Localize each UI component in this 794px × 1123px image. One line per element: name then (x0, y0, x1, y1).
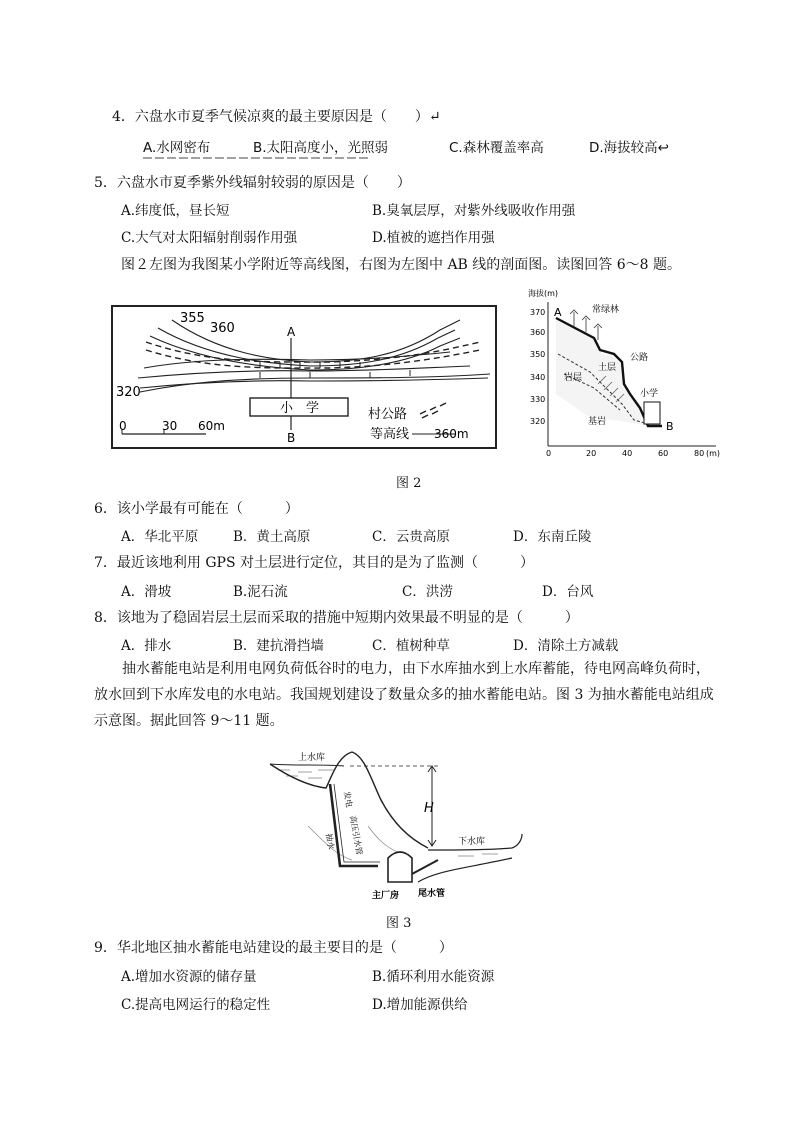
q8-option-d: D．清除土方减载 (513, 638, 619, 654)
q9-option-c: C.提高电网运行的稳定性 (121, 997, 271, 1013)
profile-school-label: 小学 (640, 389, 659, 399)
q6-stem: 6．该小学最有可能在（ ） (94, 501, 299, 517)
profile-ytick: 370 (530, 308, 546, 317)
q5-stem: 5．六盘水市夏季紫外线辐射较弱的原因是（ ） (94, 175, 411, 191)
profile-ytick: 360 (530, 328, 546, 337)
profile-ytick: 350 (530, 350, 546, 359)
profile-xtick: 60 (658, 449, 669, 458)
scale-60: 60m (198, 419, 225, 433)
q7-option-c: C．洪涝 (402, 584, 453, 600)
profile-xtick: 0 (546, 449, 552, 458)
scale-30: 30 (162, 419, 178, 433)
h-label: H (424, 801, 434, 816)
q5-option-c: C.大气对太阳辐射削弱作用强 (121, 230, 298, 246)
q4-option-c: C.森林覆盖率高 (449, 140, 544, 156)
map-point-a: A (287, 325, 296, 339)
profile-ylabel: 海拔(m) (528, 289, 559, 298)
profile-forest-label: 常绿林 (592, 305, 620, 315)
profile-bedrock-label: 基岩 (588, 417, 607, 427)
legend-road-label: 村公路 (368, 407, 408, 422)
lower-water-hatch (458, 854, 498, 856)
pump-label: 抽水 (324, 832, 336, 851)
q4-option-d: D.海拔较高↩ (589, 140, 669, 156)
fig3-caption: 图 3 (386, 916, 412, 931)
q7-stem: 7．最近该地利用 GPS 对土层进行定位，其目的是为了监测（ ） (94, 555, 535, 571)
powerhouse (388, 852, 412, 882)
intro-fig2: 图２左图为我图某小学附近等高线图，右图为左图中 AB 线的剖面图。读图回答 6～8 题。 (121, 257, 682, 273)
q9-stem: 9．华北地区抽水蓄能电站建设的最主要目的是（ ） (94, 940, 453, 956)
lower-reservoir-label: 下水库 (458, 837, 486, 847)
q9-option-a: A.增加水资源的储存量 (121, 969, 257, 985)
profile-xtick: 20 (586, 449, 597, 458)
scale-0: 0 (119, 419, 127, 433)
tailrace (412, 860, 438, 874)
profile-ytick: 320 (530, 417, 546, 426)
q4-stem: 4．六盘水市夏季气候凉爽的最主要原因是（ ）↵ (112, 109, 441, 125)
q7-option-a: A．滑坡 (121, 584, 172, 600)
profile-road-label: 公路 (630, 353, 649, 363)
q9-option-b: B.循环利用水能资源 (372, 969, 495, 985)
generate-label: 发电 (342, 790, 354, 809)
profile-rock-label: 岩层 (564, 373, 583, 383)
map-point-b: B (287, 431, 296, 445)
tailrace-label: 尾水管 (418, 889, 446, 899)
profile-soil-label: 土层 (598, 363, 617, 373)
profile-xtick: 80 (694, 449, 705, 458)
legend-contour-label: 等高线 (370, 427, 410, 442)
q4-option-a: A.水网密布 (143, 140, 211, 156)
profile-point-b: B (666, 420, 674, 433)
q6-option-a: A．华北平原 (121, 529, 199, 545)
school-label: 小 学 (280, 401, 320, 416)
q8-option-a: A．排水 (121, 638, 172, 654)
profile-ytick: 330 (530, 395, 546, 404)
q7-option-d: D．台风 (542, 584, 594, 600)
q8-option-c: C．植树种草 (372, 638, 450, 654)
contour-label-320: 320 (116, 385, 141, 400)
fig2-caption: 图 2 (396, 476, 422, 491)
upper-water-line (270, 764, 344, 766)
q6-option-b: B．黄土高原 (233, 529, 311, 545)
scan-artifact-line (143, 157, 368, 159)
contour-label-355: 355 (180, 311, 205, 326)
pumped-storage-diagram (268, 746, 524, 904)
profile-xunit: (m) (706, 449, 721, 458)
q5-option-a: A.纬度低，昼长短 (121, 203, 230, 219)
q7-option-b: B.泥石流 (233, 584, 288, 600)
q5-option-b: B.臭氧层厚，对紫外线吸收作用强 (372, 203, 576, 219)
profile-xtick: 40 (622, 449, 633, 458)
upper-reservoir-label: 上水库 (298, 753, 326, 763)
pipe-label: 高压引水管 (348, 814, 364, 856)
q8-stem: 8．该地为了稳固岩层土层而采取的措施中短期内效果最不明显的是（ ） (94, 610, 579, 626)
lower-bank (418, 858, 512, 882)
profile-chart (528, 284, 724, 464)
legend-contour-value: 360m (434, 427, 469, 441)
q6-option-d: D．东南丘陵 (513, 529, 592, 545)
q4-option-b: B.太阳高度小，光照弱 (253, 140, 389, 156)
profile-ytick: 340 (530, 373, 546, 382)
profile-school-box (644, 402, 660, 424)
contour-label-360: 360 (210, 321, 235, 336)
q5-option-d: D.植被的遮挡作用强 (372, 230, 495, 246)
profile-point-a: A (554, 306, 562, 319)
q9-option-d: D.增加能源供给 (372, 997, 468, 1013)
q6-option-c: C．云贵高原 (372, 529, 450, 545)
powerhouse-label: 主厂房 (372, 891, 400, 901)
intro-fig3: 抽水蓄能电站是利用电网负荷低谷时的电力，由下水库抽水到上水库蓄能，待电网高峰负荷时，放水回到下水库发电的水电站。我国规划建设了数量众多的抽水蓄能电站。图 3 为抽水蓄能电站组成示意图。据此回答 9～11 题。 (94, 661, 714, 729)
contour-map (110, 298, 498, 458)
q8-option-b: B．建抗滑挡墙 (233, 638, 324, 654)
